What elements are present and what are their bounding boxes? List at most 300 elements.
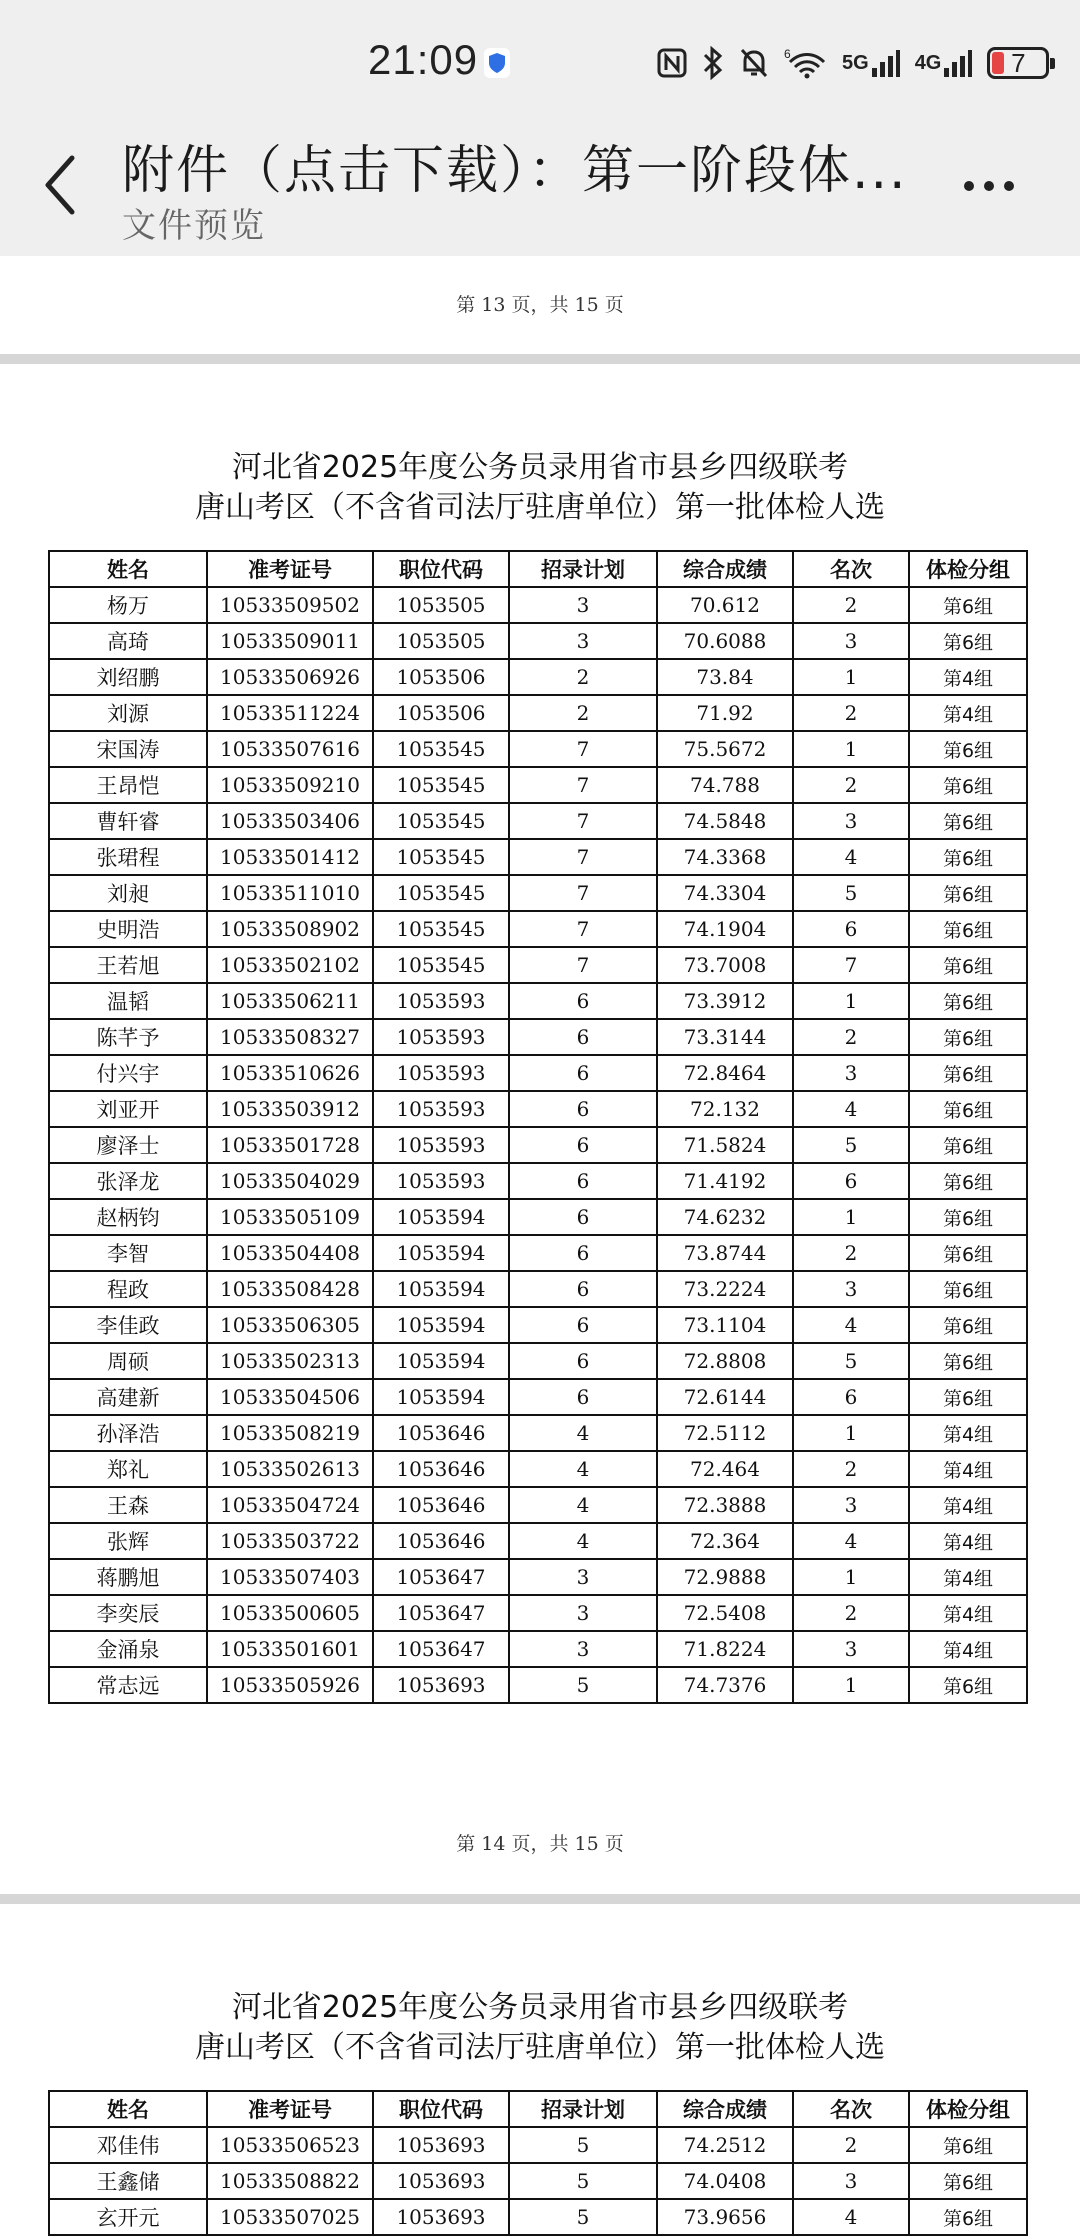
table-row — [49, 803, 1027, 839]
column-header: 招录计划 — [509, 551, 657, 587]
table-row — [49, 1127, 1027, 1163]
score-cell: 71.4192 — [657, 1163, 793, 1199]
wifi-icon — [784, 46, 828, 80]
name-cell: 周硕 — [49, 1343, 207, 1379]
group-cell: 第6组 — [909, 875, 1027, 911]
table-row — [49, 875, 1027, 911]
rank-cell: 1 — [793, 1559, 909, 1595]
table-row — [49, 839, 1027, 875]
rank-cell: 3 — [793, 803, 909, 839]
name-cell: 张珺程 — [49, 839, 207, 875]
nfc-icon — [656, 47, 688, 79]
exam-id-cell: 10533506523 — [207, 2127, 373, 2163]
plan-cell: 6 — [509, 1379, 657, 1415]
exam-id-cell: 10533503722 — [207, 1523, 373, 1559]
rank-cell: 2 — [793, 587, 909, 623]
signal-5g-icon — [842, 48, 901, 78]
plan-cell: 6 — [509, 1163, 657, 1199]
rank-cell: 3 — [793, 623, 909, 659]
exam-id-cell: 10533504506 — [207, 1379, 373, 1415]
group-cell: 第6组 — [909, 1343, 1027, 1379]
group-cell: 第4组 — [909, 1451, 1027, 1487]
plan-cell: 7 — [509, 803, 657, 839]
position-code-cell: 1053646 — [373, 1415, 509, 1451]
name-cell: 付兴宇 — [49, 1055, 207, 1091]
more-dot-icon — [984, 181, 994, 191]
group-cell: 第4组 — [909, 1415, 1027, 1451]
rank-cell: 2 — [793, 1451, 909, 1487]
app-header — [0, 0, 1080, 256]
score-cell: 74.6232 — [657, 1199, 793, 1235]
position-code-cell: 1053594 — [373, 1379, 509, 1415]
name-cell: 李佳政 — [49, 1307, 207, 1343]
exam-id-cell: 10533508219 — [207, 1415, 373, 1451]
exam-id-cell: 10533509502 — [207, 587, 373, 623]
score-cell: 71.5824 — [657, 1127, 793, 1163]
table-row — [49, 1091, 1027, 1127]
table-row — [49, 767, 1027, 803]
exam-id-cell: 10533500605 — [207, 1595, 373, 1631]
plan-cell: 7 — [509, 911, 657, 947]
plan-cell: 7 — [509, 839, 657, 875]
name-cell: 陈芊予 — [49, 1019, 207, 1055]
table-row — [49, 1595, 1027, 1631]
column-header: 职位代码 — [373, 2091, 509, 2127]
exam-id-cell: 10533504029 — [207, 1163, 373, 1199]
table-row — [49, 623, 1027, 659]
group-cell: 第6组 — [909, 803, 1027, 839]
name-cell: 杨万 — [49, 587, 207, 623]
group-cell: 第6组 — [909, 1379, 1027, 1415]
name-cell: 王若旭 — [49, 947, 207, 983]
name-cell: 张辉 — [49, 1523, 207, 1559]
rank-cell: 2 — [793, 1235, 909, 1271]
group-cell: 第6组 — [909, 1127, 1027, 1163]
position-code-cell: 1053594 — [373, 1271, 509, 1307]
column-header: 姓名 — [49, 551, 207, 587]
column-header: 准考证号 — [207, 2091, 373, 2127]
table-row — [49, 1307, 1027, 1343]
group-cell: 第6组 — [909, 1271, 1027, 1307]
exam-id-cell: 10533502613 — [207, 1451, 373, 1487]
name-cell: 郑礼 — [49, 1451, 207, 1487]
group-cell: 第6组 — [909, 1235, 1027, 1271]
position-code-cell: 1053646 — [373, 1523, 509, 1559]
exam-id-cell: 10533507025 — [207, 2199, 373, 2235]
score-cell: 70.6088 — [657, 623, 793, 659]
table-row — [49, 1379, 1027, 1415]
score-cell: 70.612 — [657, 587, 793, 623]
column-header: 体检分组 — [909, 551, 1027, 587]
score-cell: 73.7008 — [657, 947, 793, 983]
name-cell: 史明浩 — [49, 911, 207, 947]
table-row — [49, 1343, 1027, 1379]
score-cell: 74.7376 — [657, 1667, 793, 1703]
position-code-cell: 1053545 — [373, 731, 509, 767]
rank-cell: 7 — [793, 947, 909, 983]
rank-cell: 6 — [793, 1379, 909, 1415]
name-cell: 李智 — [49, 1235, 207, 1271]
rank-cell: 2 — [793, 767, 909, 803]
page-subtitle: 文件预览 — [122, 206, 266, 246]
position-code-cell: 1053593 — [373, 1091, 509, 1127]
score-cell: 74.2512 — [657, 2127, 793, 2163]
position-code-cell: 1053647 — [373, 1595, 509, 1631]
position-code-cell: 1053505 — [373, 587, 509, 623]
plan-cell: 6 — [509, 1055, 657, 1091]
name-cell: 王鑫储 — [49, 2163, 207, 2199]
plan-cell: 5 — [509, 2163, 657, 2199]
name-cell: 高琦 — [49, 623, 207, 659]
position-code-cell: 1053693 — [373, 2127, 509, 2163]
score-cell: 74.0408 — [657, 2163, 793, 2199]
exam-id-cell: 10533505926 — [207, 1667, 373, 1703]
plan-cell: 4 — [509, 1451, 657, 1487]
plan-cell: 7 — [509, 875, 657, 911]
plan-cell: 3 — [509, 623, 657, 659]
name-cell: 高建新 — [49, 1379, 207, 1415]
position-code-cell: 1053506 — [373, 695, 509, 731]
exam-id-cell: 10533501601 — [207, 1631, 373, 1667]
group-cell: 第6组 — [909, 767, 1027, 803]
svg-text:6: 6 — [784, 47, 791, 61]
group-cell: 第6组 — [909, 1019, 1027, 1055]
exam-id-cell: 10533508327 — [207, 1019, 373, 1055]
exam-id-cell: 10533509011 — [207, 623, 373, 659]
exam-id-cell: 10533507403 — [207, 1559, 373, 1595]
group-cell: 第6组 — [909, 2127, 1027, 2163]
score-cell: 73.3144 — [657, 1019, 793, 1055]
table-row — [49, 695, 1027, 731]
exam-id-cell: 10533504408 — [207, 1235, 373, 1271]
rank-cell: 6 — [793, 1163, 909, 1199]
column-header: 综合成绩 — [657, 551, 793, 587]
column-header: 名次 — [793, 551, 909, 587]
score-cell: 74.788 — [657, 767, 793, 803]
group-cell: 第4组 — [909, 1559, 1027, 1595]
plan-cell: 2 — [509, 659, 657, 695]
exam-id-cell: 10533511224 — [207, 695, 373, 731]
plan-cell: 3 — [509, 1559, 657, 1595]
exam-id-cell: 10533505109 — [207, 1199, 373, 1235]
more-options-button[interactable] — [964, 176, 1024, 192]
rank-cell: 1 — [793, 983, 909, 1019]
plan-cell: 3 — [509, 1631, 657, 1667]
score-cell: 72.5408 — [657, 1595, 793, 1631]
rank-cell: 3 — [793, 2163, 909, 2199]
score-cell: 72.3888 — [657, 1487, 793, 1523]
plan-cell: 6 — [509, 983, 657, 1019]
name-cell: 孙泽浩 — [49, 1415, 207, 1451]
table-row — [49, 1667, 1027, 1703]
table-row — [49, 587, 1027, 623]
plan-cell: 6 — [509, 1199, 657, 1235]
position-code-cell: 1053593 — [373, 1019, 509, 1055]
group-cell: 第6组 — [909, 2163, 1027, 2199]
exam-id-cell: 10533508902 — [207, 911, 373, 947]
plan-cell: 6 — [509, 1127, 657, 1163]
plan-cell: 7 — [509, 731, 657, 767]
score-cell: 73.9656 — [657, 2199, 793, 2235]
group-cell: 第6组 — [909, 1091, 1027, 1127]
name-cell: 赵柄钧 — [49, 1199, 207, 1235]
rank-cell: 4 — [793, 2199, 909, 2235]
name-cell: 玄开元 — [49, 2199, 207, 2235]
plan-cell: 6 — [509, 1019, 657, 1055]
status-icons — [656, 38, 1049, 88]
position-code-cell: 1053647 — [373, 1559, 509, 1595]
name-cell: 王昂恺 — [49, 767, 207, 803]
group-cell: 第6组 — [909, 587, 1027, 623]
exam-id-cell: 10533502102 — [207, 947, 373, 983]
exam-id-cell: 10533502313 — [207, 1343, 373, 1379]
name-cell: 张泽龙 — [49, 1163, 207, 1199]
rank-cell: 3 — [793, 1487, 909, 1523]
exam-id-cell: 10533506211 — [207, 983, 373, 1019]
score-cell: 75.5672 — [657, 731, 793, 767]
plan-cell: 4 — [509, 1415, 657, 1451]
table-row — [49, 659, 1027, 695]
rank-cell: 3 — [793, 1631, 909, 1667]
plan-cell: 6 — [509, 1235, 657, 1271]
position-code-cell: 1053593 — [373, 1055, 509, 1091]
exam-id-cell: 10533509210 — [207, 767, 373, 803]
table-row — [49, 2127, 1027, 2163]
exam-id-cell: 10533508822 — [207, 2163, 373, 2199]
exam-id-cell: 10533507616 — [207, 731, 373, 767]
name-cell: 程政 — [49, 1271, 207, 1307]
rank-cell: 5 — [793, 1343, 909, 1379]
group-cell: 第4组 — [909, 1487, 1027, 1523]
exam-id-cell: 10533511010 — [207, 875, 373, 911]
exam-id-cell: 10533501728 — [207, 1127, 373, 1163]
battery-icon — [987, 47, 1049, 79]
score-cell: 74.5848 — [657, 803, 793, 839]
exam-id-cell: 10533506926 — [207, 659, 373, 695]
rank-cell: 2 — [793, 1595, 909, 1631]
rank-cell: 1 — [793, 659, 909, 695]
score-cell: 73.84 — [657, 659, 793, 695]
score-cell: 72.464 — [657, 1451, 793, 1487]
exam-id-cell: 10533506305 — [207, 1307, 373, 1343]
signal-4g-icon — [915, 48, 974, 78]
table-row — [49, 1487, 1027, 1523]
rank-cell: 1 — [793, 1415, 909, 1451]
group-cell: 第4组 — [909, 659, 1027, 695]
plan-cell: 7 — [509, 947, 657, 983]
plan-cell: 6 — [509, 1343, 657, 1379]
score-cell: 72.8808 — [657, 1343, 793, 1379]
group-cell: 第6组 — [909, 1199, 1027, 1235]
position-code-cell: 1053693 — [373, 1667, 509, 1703]
score-cell: 73.3912 — [657, 983, 793, 1019]
group-cell: 第6组 — [909, 1307, 1027, 1343]
table-row — [49, 2163, 1027, 2199]
candidate-table — [48, 550, 1028, 1704]
plan-cell: 6 — [509, 1307, 657, 1343]
score-cell: 74.3304 — [657, 875, 793, 911]
column-header: 准考证号 — [207, 551, 373, 587]
table-row — [49, 1523, 1027, 1559]
exam-id-cell: 10533501412 — [207, 839, 373, 875]
more-dot-icon — [1004, 181, 1014, 191]
document-title-line2: 唐山考区（不含省司法厅驻唐单位）第一批体检人选 — [195, 2030, 885, 2065]
rank-cell: 1 — [793, 1667, 909, 1703]
position-code-cell: 1053647 — [373, 1631, 509, 1667]
table-row — [49, 1451, 1027, 1487]
position-code-cell: 1053545 — [373, 767, 509, 803]
group-cell: 第6组 — [909, 1055, 1027, 1091]
mute-bell-icon — [738, 46, 770, 80]
plan-cell: 5 — [509, 1667, 657, 1703]
name-cell: 刘亚开 — [49, 1091, 207, 1127]
score-cell: 71.8224 — [657, 1631, 793, 1667]
column-header: 姓名 — [49, 2091, 207, 2127]
table-row — [49, 1163, 1027, 1199]
plan-cell: 3 — [509, 1595, 657, 1631]
page-separator — [0, 1894, 1080, 1904]
name-cell: 邓佳伟 — [49, 2127, 207, 2163]
score-cell: 72.364 — [657, 1523, 793, 1559]
table-row — [49, 1631, 1027, 1667]
position-code-cell: 1053594 — [373, 1199, 509, 1235]
candidate-table — [48, 2090, 1028, 2236]
table-row — [49, 1271, 1027, 1307]
page-footer-14: 第 14 页，共 15 页 — [456, 1833, 624, 1855]
position-code-cell: 1053505 — [373, 623, 509, 659]
table-row — [49, 1055, 1027, 1091]
position-code-cell: 1053506 — [373, 659, 509, 695]
score-cell: 73.8744 — [657, 1235, 793, 1271]
position-code-cell: 1053545 — [373, 839, 509, 875]
net-label-5g: 5G — [842, 51, 869, 74]
position-code-cell: 1053593 — [373, 1163, 509, 1199]
rank-cell: 5 — [793, 875, 909, 911]
table-row — [49, 1199, 1027, 1235]
rank-cell: 2 — [793, 2127, 909, 2163]
exam-id-cell: 10533503406 — [207, 803, 373, 839]
exam-id-cell: 10533510626 — [207, 1055, 373, 1091]
rank-cell: 4 — [793, 1307, 909, 1343]
position-code-cell: 1053593 — [373, 983, 509, 1019]
name-cell: 刘绍鹏 — [49, 659, 207, 695]
score-cell: 72.8464 — [657, 1055, 793, 1091]
rank-cell: 4 — [793, 839, 909, 875]
group-cell: 第6组 — [909, 839, 1027, 875]
position-code-cell: 1053594 — [373, 1307, 509, 1343]
rank-cell: 1 — [793, 1199, 909, 1235]
position-code-cell: 1053646 — [373, 1487, 509, 1523]
exam-id-cell: 10533504724 — [207, 1487, 373, 1523]
group-cell: 第4组 — [909, 1631, 1027, 1667]
table-row — [49, 1415, 1027, 1451]
plan-cell: 6 — [509, 1091, 657, 1127]
document-title-line2: 唐山考区（不含省司法厅驻唐单位）第一批体检人选 — [195, 490, 885, 525]
exam-id-cell: 10533503912 — [207, 1091, 373, 1127]
battery-level: 7 — [1011, 47, 1026, 78]
table-row — [49, 947, 1027, 983]
name-cell: 廖泽士 — [49, 1127, 207, 1163]
page-separator — [0, 354, 1080, 364]
score-cell: 72.6144 — [657, 1379, 793, 1415]
name-cell: 常志远 — [49, 1667, 207, 1703]
rank-cell: 1 — [793, 731, 909, 767]
score-cell: 73.1104 — [657, 1307, 793, 1343]
page-title: 附件（点击下载）：第一阶段体... — [122, 141, 908, 201]
back-button[interactable] — [34, 150, 88, 220]
more-dot-icon — [964, 181, 974, 191]
name-cell: 温韬 — [49, 983, 207, 1019]
status-time: 21:09 — [368, 36, 479, 83]
net-label-4g: 4G — [914, 51, 942, 74]
score-cell: 74.1904 — [657, 911, 793, 947]
score-cell: 74.3368 — [657, 839, 793, 875]
column-header: 职位代码 — [373, 551, 509, 587]
plan-cell: 4 — [509, 1523, 657, 1559]
rank-cell: 5 — [793, 1127, 909, 1163]
score-cell: 72.132 — [657, 1091, 793, 1127]
position-code-cell: 1053646 — [373, 1451, 509, 1487]
score-cell: 72.5112 — [657, 1415, 793, 1451]
bluetooth-icon — [702, 46, 724, 80]
plan-cell: 7 — [509, 767, 657, 803]
plan-cell: 2 — [509, 695, 657, 731]
rank-cell: 2 — [793, 1019, 909, 1055]
name-cell: 刘昶 — [49, 875, 207, 911]
position-code-cell: 1053545 — [373, 911, 509, 947]
table-row — [49, 2199, 1027, 2235]
group-cell: 第4组 — [909, 1523, 1027, 1559]
column-header: 名次 — [793, 2091, 909, 2127]
rank-cell: 3 — [793, 1055, 909, 1091]
rank-cell: 4 — [793, 1523, 909, 1559]
document-title-line1: 河北省2025年度公务员录用省市县乡四级联考 — [231, 1990, 849, 2025]
plan-cell: 3 — [509, 587, 657, 623]
table-row — [49, 983, 1027, 1019]
position-code-cell: 1053593 — [373, 1127, 509, 1163]
table-row — [49, 731, 1027, 767]
table-row — [49, 1235, 1027, 1271]
table-row — [49, 1019, 1027, 1055]
position-code-cell: 1053545 — [373, 803, 509, 839]
position-code-cell: 1053545 — [373, 875, 509, 911]
name-cell: 曹轩睿 — [49, 803, 207, 839]
group-cell: 第6组 — [909, 983, 1027, 1019]
shield-icon — [484, 48, 510, 78]
plan-cell: 6 — [509, 1271, 657, 1307]
plan-cell: 5 — [509, 2127, 657, 2163]
group-cell: 第6组 — [909, 1667, 1027, 1703]
group-cell: 第6组 — [909, 2199, 1027, 2235]
exam-id-cell: 10533508428 — [207, 1271, 373, 1307]
position-code-cell: 1053545 — [373, 947, 509, 983]
group-cell: 第6组 — [909, 623, 1027, 659]
group-cell: 第6组 — [909, 1163, 1027, 1199]
name-cell: 金涌泉 — [49, 1631, 207, 1667]
group-cell: 第4组 — [909, 695, 1027, 731]
rank-cell: 3 — [793, 1271, 909, 1307]
name-cell: 宋国涛 — [49, 731, 207, 767]
page-footer-13: 第 13 页，共 15 页 — [456, 294, 624, 316]
column-header: 招录计划 — [509, 2091, 657, 2127]
name-cell: 蒋鹏旭 — [49, 1559, 207, 1595]
group-cell: 第4组 — [909, 1595, 1027, 1631]
rank-cell: 4 — [793, 1091, 909, 1127]
group-cell: 第6组 — [909, 947, 1027, 983]
document-title-line1: 河北省2025年度公务员录用省市县乡四级联考 — [231, 450, 849, 485]
rank-cell: 6 — [793, 911, 909, 947]
position-code-cell: 1053594 — [373, 1235, 509, 1271]
